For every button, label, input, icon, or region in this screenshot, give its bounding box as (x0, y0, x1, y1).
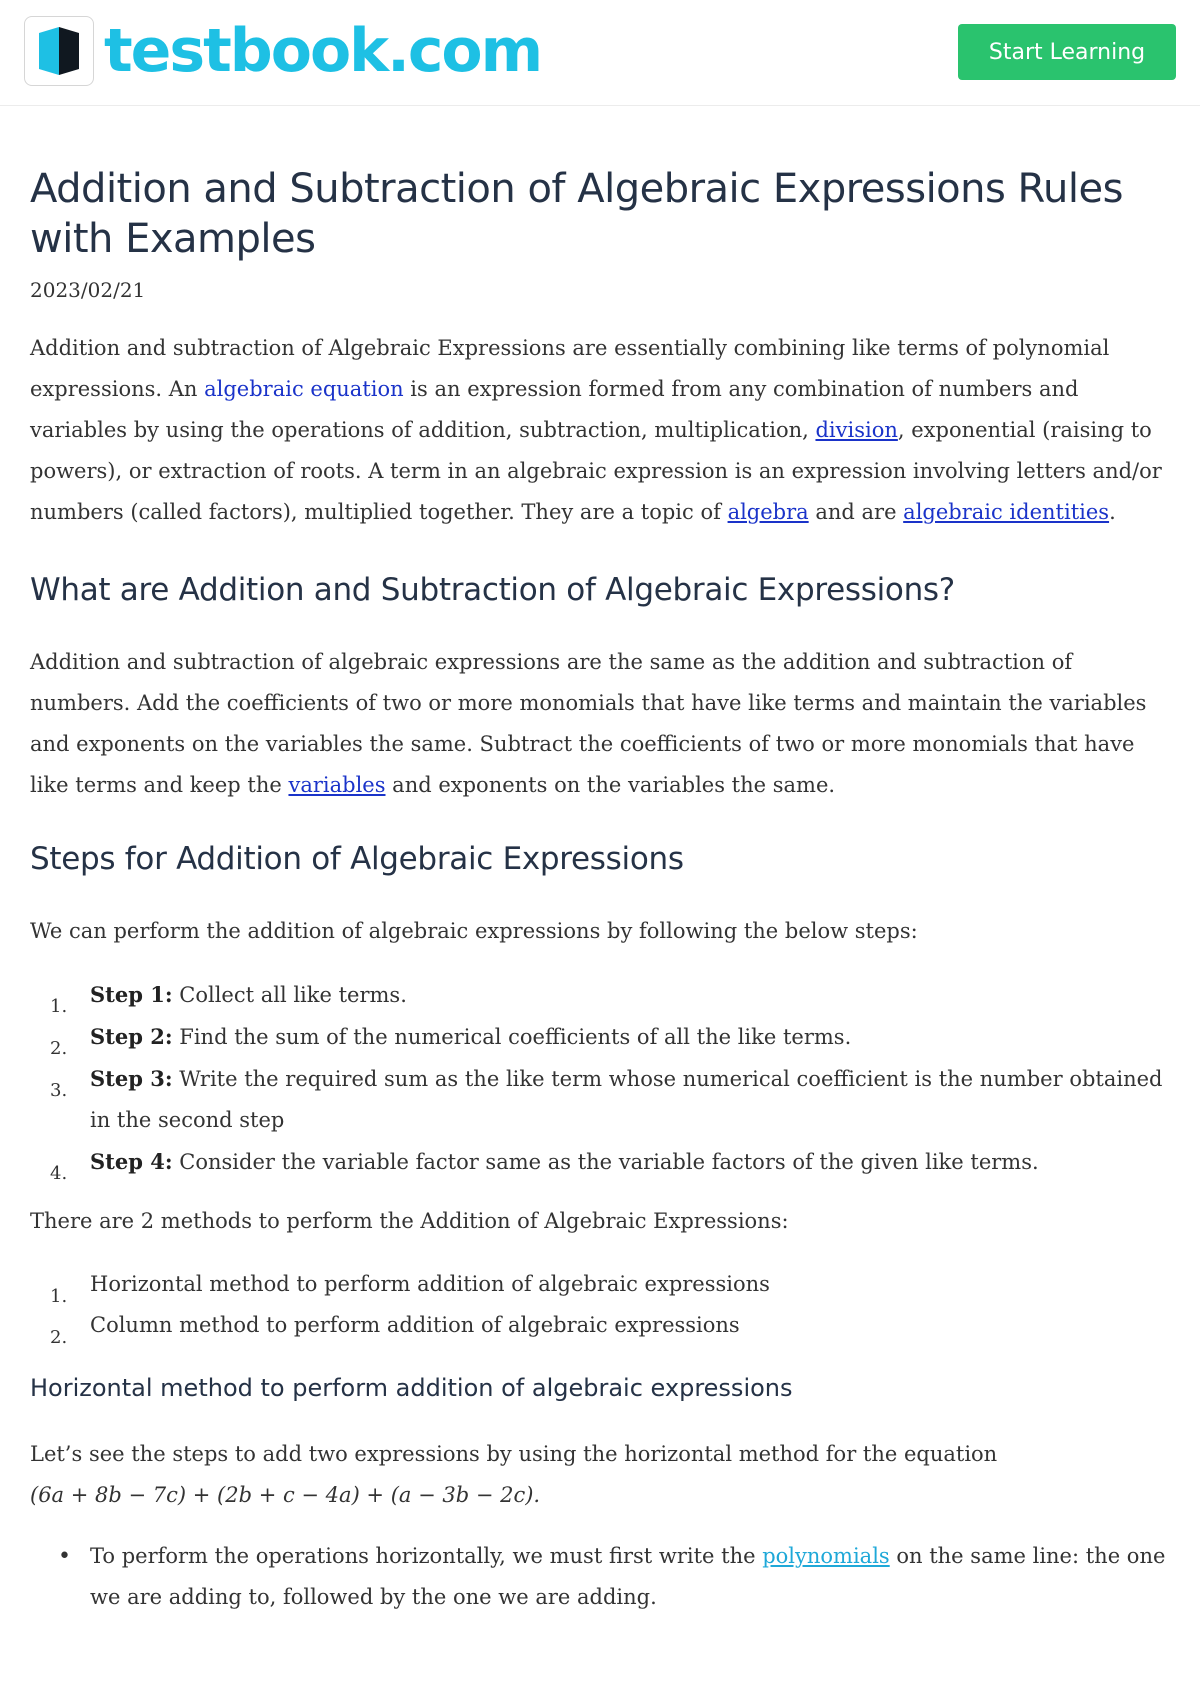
link-variables[interactable]: variables (288, 773, 386, 797)
section-heading-steps: Steps for Addition of Algebraic Expressions (30, 841, 684, 877)
link-polynomials[interactable]: polynomials (762, 1544, 890, 1568)
intro-paragraph: Addition and subtraction of Algebraic Expressions are essentially combining like terms of polynomial expressions. An algebraic equation is an expression formed from any combination of numbers and variables by using the operations of addition, subtraction, multiplication, division, exponential (raising to powers), or extraction of roots. A term in an algebraic expression is an expression involving letters and/or numbers (called factors), multiplied together. They are a topic of algebra and are algebraic identities. (30, 336, 1162, 524)
section-heading-what-are: What are Addition and Subtraction of Algebraic Expressions? (30, 572, 955, 608)
site-header (0, 0, 1200, 106)
equation: (6a + 8b − 7c) + (2b + c − 4a) + (a − 3b − 2c). (30, 1483, 541, 1507)
link-algebra[interactable]: algebra (727, 500, 809, 524)
page-title: Addition and Subtraction of Algebraic Expressions Rules with Examples (30, 166, 1123, 262)
section1-paragraph: Addition and subtraction of algebraic expressions are the same as the addition and subtraction of numbers. Add the coefficients of two or more monomials that have like terms and maintain the variables and exponents on the variables the same. Subtract the coefficients of two or more monomials that have like terms and keep the variables and exponents on the variables the same. (30, 650, 1147, 797)
logo[interactable] (24, 16, 541, 86)
list-item: 3. Step 3: Write the required sum as the like term whose numerical coefficient is the number obtained in the second step (50, 1066, 1163, 1132)
logo-icon (24, 16, 94, 86)
article (0, 164, 1200, 1618)
list-item: 2. Column method to perform addition of algebraic expressions (50, 1313, 740, 1348)
link-algebraic-equation[interactable]: algebraic equation (204, 377, 404, 401)
steps-list (30, 974, 1170, 1183)
link-algebraic-identities[interactable]: algebraic identities (903, 500, 1110, 524)
list-item: 4. Step 4: Consider the variable factor same as the variable factors of the given like terms. (50, 1149, 1039, 1184)
logo-text: testbook.com (104, 16, 542, 86)
link-division[interactable]: division (815, 418, 898, 442)
steps-lead: We can perform the addition of algebraic expressions by following the below steps: (30, 919, 918, 943)
methods-lead: There are 2 methods to perform the Addition of Algebraic Expressions: (30, 1209, 789, 1233)
list-item: 1. Horizontal method to perform addition of algebraic expressions (50, 1272, 770, 1307)
section-heading-horizontal-method: Horizontal method to perform addition of algebraic expressions (30, 1374, 793, 1402)
start-learning-button[interactable]: Start Learning (958, 24, 1176, 80)
list-item: • To perform the operations horizontally, we must first write the polynomials on the same line: the one we are adding to, followed by the one we are adding. (30, 1536, 1170, 1618)
bullet-icon: • (58, 1544, 71, 1569)
methods-list (30, 1264, 1170, 1346)
list-item: 2. Step 2: Find the sum of the numerical coefficients of all the like terms. (50, 1024, 852, 1059)
list-item: 1. Step 1: Collect all like terms. (50, 982, 407, 1017)
horizontal-method-lead: Let’s see the steps to add two expressions by using the horizontal method for the equation (6a + 8b − 7c) + (2b + c − 4a) + (a − 3b − 2c). (30, 1442, 998, 1507)
horizontal-steps-list (30, 1536, 1170, 1618)
publish-date: 2023/02/21 (30, 278, 146, 302)
